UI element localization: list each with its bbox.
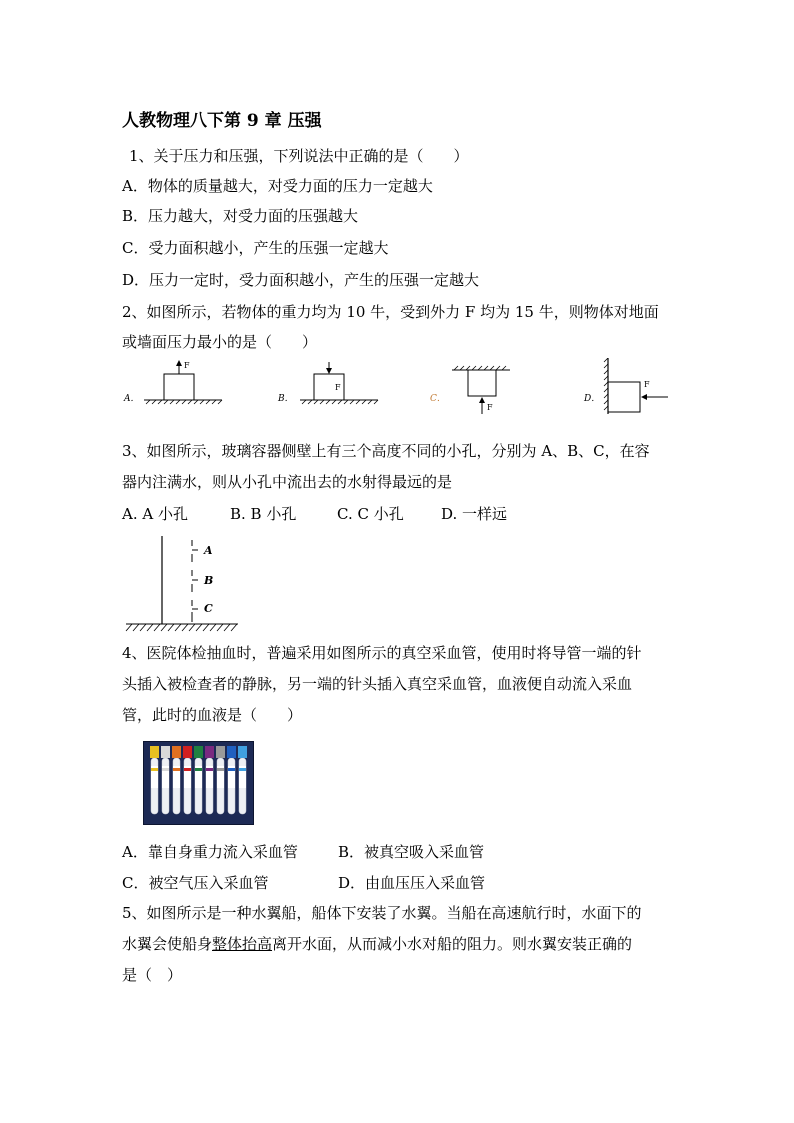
- blood-tube: [161, 746, 170, 814]
- q4-stem-line2: 头插入被检查者的静脉，另一端的针头插入真空采血管，血液便自动流入采血: [122, 675, 633, 693]
- tube-stripe: [228, 768, 235, 771]
- tube-cap: [161, 746, 170, 758]
- blood-tube: [227, 746, 236, 814]
- q3-hole-b: B: [204, 574, 214, 587]
- q2-fig-b: [300, 362, 378, 404]
- tube-cap: [183, 746, 192, 758]
- blood-tube: [172, 746, 181, 814]
- tube-stripe: [217, 768, 224, 771]
- blood-tube: [194, 746, 203, 814]
- tube-cap: [205, 746, 214, 758]
- blood-tube: [238, 746, 247, 814]
- q2-stem-line2: 或墙面压力最小的是（ ）: [122, 333, 318, 351]
- q4-option-d: D．由血压压入采血管: [338, 874, 486, 892]
- q3-stem-line1: 3、如图所示，玻璃容器侧壁上有三个高度不同的小孔，分别为 A、B、C，在容: [122, 442, 650, 460]
- q2-figure: [118, 358, 678, 416]
- q3-option-c: C. C 小孔: [337, 505, 404, 523]
- q4-stem-line3: 管，此时的血液是（ ）: [122, 706, 303, 724]
- blood-tube: [183, 746, 192, 814]
- q4-option-b: B．被真空吸入采血管: [338, 843, 485, 861]
- q2-fig-label-c: C．: [430, 394, 446, 404]
- blood-tube: [205, 746, 214, 814]
- q1-option-c: C．受力面积越小，产生的压强一定越大: [122, 239, 389, 257]
- tube-cap: [194, 746, 203, 758]
- q2-fig-c-force: F: [487, 403, 493, 412]
- q2-fig-a: [144, 360, 222, 404]
- q1-option-b: B．压力越大，对受力面的压强越大: [122, 207, 359, 225]
- q2-fig-label-a: A．: [124, 394, 140, 404]
- q2-stem-line1: 2、如图所示，若物体的重力均为 10 牛，受到外力 F 均为 15 牛，则物体对地面: [122, 303, 659, 321]
- tube-stripe: [162, 768, 169, 771]
- tube-stripe: [195, 768, 202, 771]
- q4-stem-line1: 4、医院体检抽血时，普遍采用如图所示的真空采血管，使用时将导管一端的针: [122, 644, 642, 662]
- q2-fig-d-force: F: [644, 380, 650, 389]
- q3-stem-line2: 器内注满水，则从小孔中流出去的水射得最远的是: [122, 473, 453, 491]
- q3-hole-c: C: [204, 602, 213, 615]
- q3-figure: [122, 532, 242, 636]
- tube-cap: [238, 746, 247, 758]
- blood-tube: [216, 746, 225, 814]
- q5-stem-line2: [122, 934, 632, 954]
- q1-stem: 1、关于压力和压强，下列说法中正确的是（ ）: [129, 147, 469, 165]
- tube-stripe: [206, 768, 213, 771]
- q2-fig-d: [604, 358, 668, 414]
- q5-stem-line1: 5、如图所示是一种水翼船，船体下安装了水翼。当船在高速航行时，水面下的: [122, 904, 642, 922]
- tube-stripe: [184, 768, 191, 771]
- q3-option-a: A. A 小孔: [122, 505, 188, 523]
- q5-stem-line3: 是（ ）: [122, 966, 183, 984]
- tube-stripe: [151, 768, 158, 771]
- q2-fig-b-force: F: [335, 383, 341, 392]
- q2-fig-label-b: B．: [278, 394, 294, 404]
- q5-underlined-phrase: 整体抬高: [212, 935, 273, 953]
- blood-tube: [150, 746, 159, 814]
- q5-stem-line2-c: 离开水面，从而减小水对船的阻力。则水翼安装正确的: [272, 935, 633, 953]
- q5-stem-line2-a: 水翼会使船身: [122, 935, 213, 953]
- page-title: 人教物理八下第 9 章 压强: [122, 111, 322, 131]
- q2-fig-label-d: D．: [584, 394, 601, 404]
- q4-option-c: C．被空气压入采血管: [122, 874, 269, 892]
- q1-option-a: A．物体的质量越大，对受力面的压力一定越大: [122, 177, 433, 195]
- q3-option-d: D. 一样远: [441, 505, 508, 523]
- tube-stripe: [239, 768, 246, 771]
- tube-stripe: [173, 768, 180, 771]
- q3-hole-a: A: [204, 544, 213, 557]
- q1-option-d: D．压力一定时，受力面积越小，产生的压强一定越大: [122, 271, 480, 289]
- tube-cap: [227, 746, 236, 758]
- q3-option-b: B. B 小孔: [230, 505, 297, 523]
- tube-cap: [150, 746, 159, 758]
- q2-fig-a-force: F: [184, 361, 190, 370]
- blood-tubes-photo: [143, 741, 254, 825]
- q2-fig-c: [452, 366, 510, 414]
- tube-cap: [216, 746, 225, 758]
- q4-option-a: A．靠自身重力流入采血管: [122, 843, 298, 861]
- tube-cap: [172, 746, 181, 758]
